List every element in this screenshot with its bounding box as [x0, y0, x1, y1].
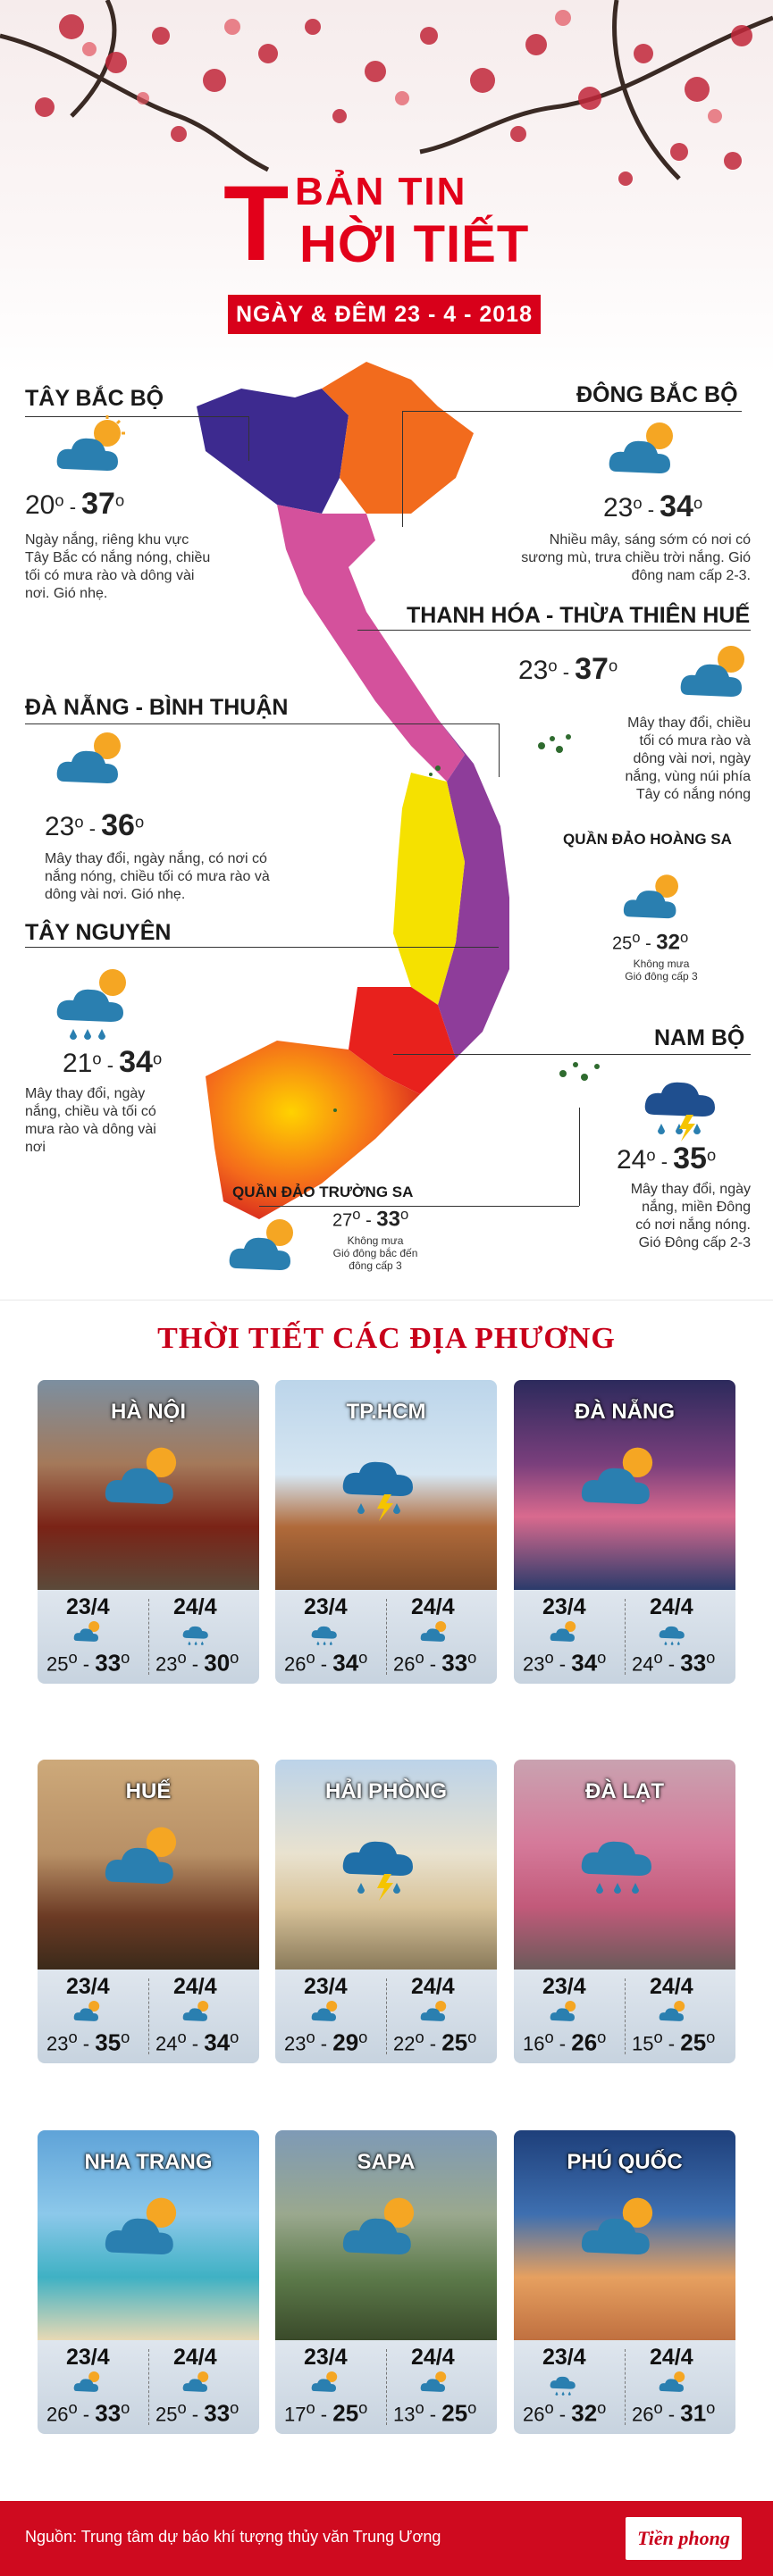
- partly-cloudy-icon: [608, 418, 688, 481]
- desc-truong-sa: Không mưa Gió đông bắc đến đông cấp 3: [332, 1234, 418, 1272]
- forecast-temp: 15$^o$ - 25$^o$: [632, 2028, 716, 2056]
- city-card: [514, 1380, 735, 1684]
- leader-truong-sa: [259, 1206, 579, 1207]
- forecast-date: 23/4: [542, 1594, 586, 1619]
- storm-icon: [341, 1443, 431, 1527]
- date-banner: NGÀY & ĐÊM 23 - 4 - 2018: [228, 295, 541, 334]
- leader-da-nang-v: [499, 723, 500, 777]
- forecast-temp: 23$^o$ - 29$^o$: [284, 2028, 368, 2056]
- forecast-date: 23/4: [66, 1974, 110, 1999]
- forecast-date: 24/4: [411, 2345, 455, 2370]
- forecast-divider: [625, 1978, 626, 2054]
- desc-tay-bac: Ngày nắng, riêng khu vực Tây Bắc có nắng nóng, chiều tối có mưa rào và dông vài nơi. Gió nhẹ.: [25, 532, 211, 601]
- islands-icon: [533, 728, 577, 764]
- forecast-temp: 26$^o$ - 32$^o$: [523, 2398, 607, 2427]
- title-ban-tin: BẢN TIN: [295, 170, 467, 213]
- forecast-temp: 26$^o$ - 33$^o$: [46, 2398, 130, 2427]
- city-card: [275, 2130, 497, 2434]
- region-name-nam-bo: NAM BỘ: [654, 1025, 745, 1050]
- forecast-temp: 22$^o$ - 25$^o$: [393, 2028, 477, 2056]
- temp-da-nang: 23$^o$ - 36$^o$: [45, 808, 145, 842]
- region-name-da-nang: ĐÀ NẴNG - BÌNH THUẬN: [25, 695, 289, 720]
- forecast-temp: 23$^o$ - 35$^o$: [46, 2028, 130, 2056]
- map-bac-trung-bo: [277, 505, 465, 782]
- forecast-date: 24/4: [173, 1974, 217, 1999]
- forecast-date: 24/4: [650, 2345, 693, 2370]
- storm-icon: [643, 1063, 733, 1143]
- partly-cloudy-icon: [55, 728, 136, 790]
- desc-tay-nguyen: Mây thay đổi, ngày nắng, chiều và tối có mưa rào và dông vài nơi: [25, 1086, 156, 1155]
- city-name: HẢI PHÒNG: [324, 1779, 447, 1803]
- city-card: [514, 1760, 735, 2063]
- partly-cloudy-icon: [228, 1215, 308, 1277]
- region-name-hoang-sa: QUẦN ĐẢO HOÀNG SA: [563, 831, 732, 848]
- city-card: [275, 1760, 497, 2063]
- forecast-date: 23/4: [542, 1974, 586, 1999]
- partly-cloudy-icon: [420, 2370, 452, 2399]
- partly-cloudy-icon: [420, 1619, 452, 1649]
- partly-cloudy-icon: [679, 641, 760, 704]
- forecast-date: 24/4: [411, 1594, 455, 1619]
- forecast-date: 24/4: [411, 1974, 455, 1999]
- rain-icon: [580, 1822, 669, 1907]
- forecast-date: 23/4: [304, 1594, 348, 1619]
- city-name: ĐÀ LẠT: [585, 1779, 664, 1803]
- city-card: [38, 1380, 259, 1684]
- storm-icon: [341, 1822, 431, 1907]
- desc-dong-bac: Nhiều mây, sáng sớm có nơi có sương mù, trưa chiều trời nắng. Gió đông nam cấp 2-3.: [521, 532, 751, 583]
- leader-dong-bac: [402, 411, 742, 412]
- vietnam-region-map: [170, 362, 599, 1255]
- forecast-temp: 25$^o$ - 33$^o$: [46, 1648, 130, 1677]
- forecast-date: 23/4: [66, 1594, 110, 1619]
- forecast-temp: 26$^o$ - 31$^o$: [632, 2398, 716, 2427]
- leader-tay-bac-v: [248, 416, 249, 461]
- forecast-divider: [148, 1978, 149, 2054]
- forecast-temp: 26$^o$ - 33$^o$: [393, 1648, 477, 1677]
- forecast-divider: [386, 1599, 387, 1675]
- map-tay-bac: [197, 389, 349, 514]
- forecast-temp: 17$^o$ - 25$^o$: [284, 2398, 368, 2427]
- forecast-divider: [625, 2349, 626, 2425]
- city-name: HÀ NỘI: [111, 1400, 186, 1424]
- region-name-tay-bac: TÂY BẮC BỘ: [25, 386, 164, 411]
- desc-thanh-hoa: Mây thay đổi, chiều tối có mưa rào và dông vài nơi, ngày nắng, vùng núi phía Tây có nắng nóng: [625, 715, 751, 802]
- forecast-date: 23/4: [304, 2345, 348, 2370]
- section-divider: [0, 1300, 773, 1301]
- forecast-date: 24/4: [650, 1974, 693, 1999]
- partly-cloudy-icon: [73, 1619, 105, 1649]
- partly-cloudy-icon: [311, 1999, 343, 2028]
- city-name: NHA TRANG: [84, 2150, 213, 2174]
- forecast-date: 23/4: [304, 1974, 348, 1999]
- partly-cloudy-icon: [104, 1443, 193, 1517]
- leader-thanh-hoa: [357, 630, 751, 631]
- title-initial: T: [223, 163, 290, 283]
- partly-cloudy-icon: [182, 2370, 214, 2399]
- forecast-temp: 26$^o$ - 34$^o$: [284, 1648, 368, 1677]
- temp-nam-bo: 24$^o$ - 35$^o$: [617, 1142, 717, 1175]
- title-thoi-tiet: HỜI TIẾT: [299, 215, 530, 273]
- partly-cloudy-icon: [311, 2370, 343, 2399]
- forecast-date: 24/4: [650, 1594, 693, 1619]
- partly-cloudy-icon: [621, 871, 693, 924]
- section-title-cities: THỜI TIẾT CÁC ĐỊA PHƯƠNG: [157, 1322, 616, 1355]
- temp-truong-sa: 27$^o$ - 33$^o$: [332, 1206, 409, 1232]
- forecast-divider: [386, 2349, 387, 2425]
- forecast-temp: 13$^o$ - 25$^o$: [393, 2398, 477, 2427]
- partly-cloudy-icon: [659, 1999, 691, 2028]
- partly-cloudy-icon: [550, 1619, 582, 1649]
- city-card: [38, 1760, 259, 2063]
- leader-dong-bac-v: [402, 411, 403, 527]
- city-card: [275, 1380, 497, 1684]
- forecast-temp: 24$^o$ - 34$^o$: [155, 2028, 239, 2056]
- region-name-tay-nguyen: TÂY NGUYÊN: [25, 920, 172, 945]
- desc-da-nang: Mây thay đổi, ngày nắng, có nơi có nắng nóng, chiều tối có mưa rào và dông vài nơi. Gió nhẹ.: [45, 851, 270, 902]
- partly-cloudy-icon: [55, 415, 136, 478]
- forecast-date: 24/4: [173, 1594, 217, 1619]
- desc-hoang-sa: Không mưa Gió đông cấp 3: [625, 958, 698, 983]
- footer-source: Nguồn: Trung tâm dự báo khí tượng thủy văn Trung Ương: [25, 2528, 441, 2546]
- city-name: ĐÀ NẴNG: [575, 1400, 675, 1424]
- city-card: [38, 2130, 259, 2434]
- forecast-divider: [148, 1599, 149, 1675]
- forecast-date: 24/4: [173, 2345, 217, 2370]
- city-name: SAPA: [357, 2150, 416, 2174]
- publisher-logo: Tiền phong: [626, 2517, 742, 2560]
- temp-tay-bac: 20$^o$ - 37$^o$: [25, 487, 125, 521]
- leader-truong-sa-v: [579, 1108, 580, 1206]
- temp-tay-nguyen: 21$^o$ - 34$^o$: [63, 1045, 163, 1079]
- partly-cloudy-icon: [182, 1999, 214, 2028]
- region-name-thanh-hoa: THANH HÓA - THỪA THIÊN HUẾ: [407, 603, 751, 628]
- city-name: HUẾ: [125, 1779, 172, 1803]
- rain-icon: [55, 965, 145, 1045]
- leader-da-nang: [25, 723, 499, 724]
- partly-cloudy-icon: [73, 1999, 105, 2028]
- region-name-truong-sa: QUẦN ĐẢO TRƯỜNG SA: [232, 1183, 414, 1200]
- forecast-temp: 25$^o$ - 33$^o$: [155, 2398, 239, 2427]
- temp-thanh-hoa: 23$^o$ - 37$^o$: [518, 652, 618, 686]
- forecast-divider: [625, 1599, 626, 1675]
- forecast-temp: 16$^o$ - 26$^o$: [523, 2028, 607, 2056]
- partly-cloudy-icon: [659, 2370, 691, 2399]
- partly-cloudy-icon: [104, 1822, 193, 1896]
- leader-tay-nguyen: [25, 947, 499, 948]
- partly-cloudy-icon: [73, 2370, 105, 2399]
- forecast-divider: [148, 2349, 149, 2425]
- city-name: PHÚ QUỐC: [567, 2150, 683, 2174]
- forecast-date: 23/4: [542, 2345, 586, 2370]
- region-name-dong-bac: ĐÔNG BẮC BỘ: [576, 382, 738, 407]
- city-card: [514, 2130, 735, 2434]
- partly-cloudy-icon: [550, 1999, 582, 2028]
- partly-cloudy-icon: [580, 1443, 669, 1517]
- partly-cloudy-icon: [341, 2193, 431, 2267]
- city-name: TP.HCM: [346, 1400, 426, 1424]
- temp-dong-bac: 23$^o$ - 34$^o$: [603, 489, 703, 523]
- islands-icon: [554, 1054, 608, 1090]
- desc-nam-bo: Mây thay đổi, ngày nắng, miền Đông có nơi nắng nóng. Gió Đông cấp 2-3: [630, 1182, 751, 1250]
- forecast-date: 23/4: [66, 2345, 110, 2370]
- partly-cloudy-icon: [104, 2193, 193, 2267]
- forecast-divider: [386, 1978, 387, 2054]
- partly-cloudy-icon: [580, 2193, 669, 2267]
- partly-cloudy-icon: [420, 1999, 452, 2028]
- forecast-temp: 23$^o$ - 34$^o$: [523, 1648, 607, 1677]
- forecast-temp: 23$^o$ - 30$^o$: [155, 1648, 239, 1677]
- temp-hoang-sa: 25$^o$ - 32$^o$: [612, 929, 689, 955]
- forecast-temp: 24$^o$ - 33$^o$: [632, 1648, 716, 1677]
